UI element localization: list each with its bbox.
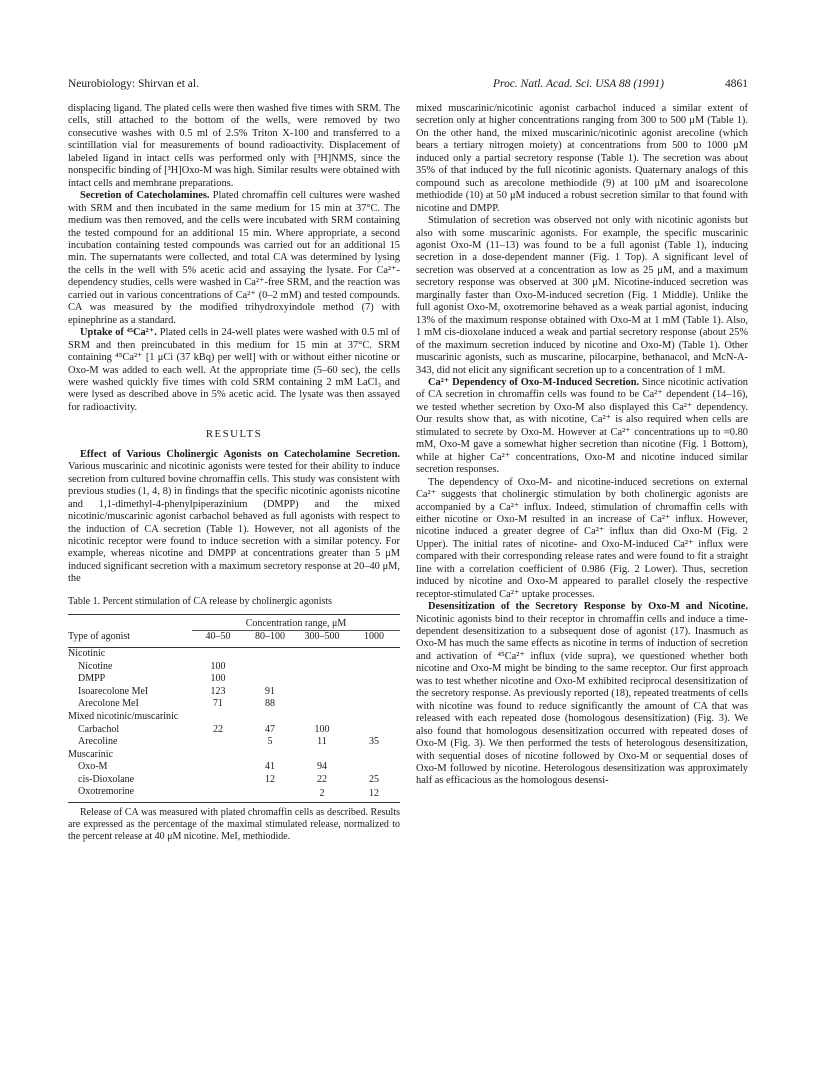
group-row — [68, 647, 400, 660]
table-row — [68, 774, 400, 787]
cell-value: 2 — [319, 787, 325, 799]
cell-value: 12 — [265, 773, 275, 785]
page-header — [68, 78, 748, 94]
paragraph-heading: Secretion of Catecholamines. — [80, 190, 210, 202]
cell-value — [348, 661, 400, 674]
cell-value — [348, 673, 400, 686]
cell-value — [192, 761, 244, 774]
cell-value — [296, 661, 348, 674]
table-row — [68, 661, 400, 674]
column-header: 40–50 — [192, 631, 244, 648]
cell-value: 12 — [369, 787, 379, 799]
table-row — [68, 673, 400, 686]
right-column — [416, 103, 748, 788]
paragraph: Stimulation of secretion was observed not only with nicotinic agonists but also with some muscarinic agonists. For example, the specific muscarinic agonist Oxo-M (11–13) was found to be a full agonist (Table 1), inducing secretion in a dose-dependent manner (Fig. 1 Top). A significant level of secretion was observed at a concentration as low as 25 μM, and a maximum secretory response was observed at 300 μM. Nicotine-induced secretion was marginally faster than Oxo-M-induced secretion (Fig. 1 Middle). Unlike the full agonist Oxo-M, oxotremorine behaved as a weak partial agonist, inducing 13% of the maximum response obtained with Oxo-M at 1 mM (Table 1). Also, 1 mM cis-dioxolane induced a weak and partial secretory response (about 25% of the maximum secretion induced by nicotine and Oxo-M) (Table 1). Other muscarinic agonists, such as muscarine, pilocarpine, bethanacol, and McN-A-343, did not elicit any significant secretion up to a concentration of 1 mM. — [416, 215, 748, 376]
cell-value — [296, 698, 348, 711]
group-row — [68, 711, 400, 724]
cell-value: 25 — [369, 773, 379, 785]
cell-value — [244, 673, 296, 686]
agonist-name: DMPP — [78, 673, 106, 685]
paragraph-heading: Ca²⁺ Dependency of Oxo-M-Induced Secretion. — [428, 376, 640, 388]
group-label: Mixed nicotinic/muscarinic — [68, 710, 179, 722]
cell-value: 100 — [210, 673, 226, 685]
cell-value — [192, 774, 244, 787]
agonist-name: Arecoline — [78, 736, 118, 748]
cell-value — [296, 686, 348, 699]
table-row — [68, 724, 400, 737]
column-header: 1000 — [348, 631, 400, 648]
section-title: RESULTS — [205, 428, 263, 441]
cell-value — [348, 724, 400, 737]
cell-value: 100 — [210, 660, 226, 672]
cell-value: 22 — [317, 773, 327, 785]
concentration-header: Concentration range, μM — [245, 617, 347, 629]
paragraph-heading: Effect of Various Cholinergic Agonists on Catecholamine Secretion. — [80, 448, 400, 460]
paragraph — [68, 190, 400, 327]
table-footnote: Release of CA was measured with plated chromaffin cells as described. Results are expressed as the percentage of the maximal stimulated release, normalized to the percent release at 40 μM nicotine. MeI, methiodide. — [68, 807, 400, 843]
group-label: Nicotinic — [68, 647, 106, 659]
page-number: 4861 — [725, 78, 748, 90]
cell-value: 94 — [317, 761, 327, 773]
cell-value: 100 — [314, 723, 330, 735]
left-column — [68, 103, 400, 843]
paragraph-body: Nicotinic agonists bind to their receptor in chromaffin cells and induce a time-dependent desensitization to a subsequent dose of agonist (17). Inasmuch as Oxo-M has much the same effects as nicotine in terms of induction of secretion and activation of ⁴⁵Ca²⁺ influx (vide supra), we questioned whether both nicotine and Oxo-M might be binding to the same receptor. Our first approach was to test whether nicotine and Oxo-M exhibited reciprocal desensitization of the secretory response. As previously reported (18), repeated treatments of cells with nicotine was found to reduce significantly the amount of CA that was released with each repeated dose (homologous desensitization) (Fig. 3). We also found that homologous desensitization occurred with repeated doses of Oxo-M (Fig. 3). We then performed the tests of heterologous desensitization, with sequential doses of nicotine followed by Oxo-M or sequential doses of Oxo-M followed by nicotine. Heterologous desensitization was approximately half as efficacious as the homologous desensi- — [416, 613, 748, 787]
cell-value — [296, 673, 348, 686]
agonist-name: Oxo-M — [78, 761, 108, 773]
agonist-name: Isoarecolone MeI — [78, 685, 149, 697]
table-row — [68, 736, 400, 749]
agonist-name: Oxotremorine — [78, 786, 135, 798]
agonist-name: Arecolone MeI — [78, 698, 139, 710]
cell-value: 41 — [265, 761, 275, 773]
cell-value: 71 — [213, 698, 223, 710]
cell-value: 22 — [213, 723, 223, 735]
table-row — [68, 786, 400, 802]
paragraph-body: Since nicotinic activation of CA secretion in chromaffin cells was found to be Ca²⁺ dependent (14–16), we tested whether secretion by Oxo-M also displayed this Ca²⁺ dependency. Our results show that, as with nicotine, Ca²⁺ is also required when cells are stimulated to secrete by Oxo-M. However at Ca²⁺ concentrations up to ≈0.80 mM, Oxo-M gave a somewhat higher secretion than nicotine (Fig. 1 Bottom), while at higher Ca²⁺ concentrations, Oxo-M and nicotine induced similar secretion responses. — [416, 376, 748, 476]
cell-value: 47 — [265, 723, 275, 735]
paragraph: mixed muscarinic/nicotinic agonist carbachol induced a similar extent of secretion only at higher concentrations ranging from 300 to 500 μM (Table 1). On the other hand, the mixed muscarinic/nicotinic agonist arecoline (which bears a tertiary nitrogen moiety) at concentrations from 500 to 1000 μM induced only a partial secretory response (Table 1). The secretion was about 35% of that induced by the full nicotinic agonists. Quaternary analogs of this compound such as arecolone methiodide (9) at 100 μM and isoarecolone methiodide (10) at 50 μM induced a robust secretion similar to that found with nicotine and DMPP. — [416, 103, 748, 214]
cell-value — [348, 761, 400, 774]
journal-citation: Proc. Natl. Acad. Sci. USA 88 (1991) — [493, 78, 664, 90]
table-row — [68, 761, 400, 774]
agonist-name: Carbachol — [78, 723, 120, 735]
paragraph — [68, 327, 400, 414]
agonist-table — [68, 614, 400, 803]
table-row — [68, 686, 400, 699]
cell-value — [192, 736, 244, 749]
paragraph-heading: Desensitization of the Secretory Response by Oxo-M and Nicotine. — [428, 601, 748, 613]
paragraph — [68, 449, 400, 586]
cell-value — [244, 661, 296, 674]
cell-value: 35 — [369, 736, 379, 748]
group-label: Muscarinic — [68, 748, 113, 760]
agonist-name: Nicotine — [78, 660, 113, 672]
cell-value — [192, 786, 244, 802]
table-caption: Table 1. Percent stimulation of CA release by cholinergic agonists — [68, 595, 333, 607]
paragraph-body: Plated cells in 24-well plates were washed with 0.5 ml of SRM and then preincubated in this medium for 15 min at 37°C. SRM containing ⁴⁵Ca²⁺ [1 μCi (37 kBq) per well] with or without either nicotine or Oxo-M was added to each well. At the appropriate time (5–60 sec), the cells were washed quickly five times with cold SRM containing 2 mM LaCl₃ and were lysed as described above in 5% acetic acid. The lysate was then assayed for radioactivity. — [68, 327, 400, 413]
paragraph — [416, 377, 748, 477]
agonist-name: cis-Dioxolane — [78, 773, 135, 785]
cell-value: 11 — [317, 736, 327, 748]
paragraph: displacing ligand. The plated cells were then washed five times with SRM. The cells, still attached to the bottom of the wells, were removed by two consecutive washes with 0.5 ml of 2.5% Triton X-100 and transferred to a scintillation vial for measurements of bound radioactivity. Displacement of labeled ligand in intact cells was performed only with [³H]NMS, since the nonspecific binding of [³H]Oxo-M was high. Similar results were obtained with intact cells and membrane preparations. — [68, 103, 400, 189]
cell-value — [348, 686, 400, 699]
column-header: 300–500 — [296, 631, 348, 648]
paragraph-body: Plated chromaffin cell cultures were washed with SRM and then incubated in the same medium for 15 min at 37°C. The medium was then removed, and the cells were incubated with SRM containing the tested compound for an additional 15 min. Where appropriate, a second incubation containing tested compounds was carried out for an additional 15 min. The supernatants were collected, and total CA was determined by lysing the cells in the well with 5% acetic acid and assaying the lysate. For Ca²⁺-dependency studies, cells were washed in Ca²⁺-free SRM, and the reaction was carried out in various concentrations of Ca²⁺ (0–2 mM) and tested compounds. CA was measured by the modified trihydroxyindole method (7) with epinephrine as a standard. — [68, 190, 400, 326]
table-row — [68, 698, 400, 711]
cell-value: 123 — [210, 685, 226, 697]
paragraph: The dependency of Oxo-M- and nicotine-induced secretions on external Ca²⁺ suggests that cholinergic stimulation by both cholinergic agonists are accompanied by a Ca²⁺ influx. Indeed, stimulation of chromaffin cells with either nicotine or Oxo-M resulted in an increase of Ca²⁺ influx. However, nicotine induced a greater degree of Ca²⁺ influx than did Oxo-M (Fig. 2 Upper). The initial rates of nicotine- and Oxo-M-induced Ca²⁺ influx were compared with their corresponding release rates and were found to fit a straight line with a correlation coefficient of 0.986 (Fig. 2 Lower). Thus, secretion induced by nicotine and Oxo-M appeared to parallel closely the respective receptor-stimulated Ca²⁺ uptake processes. — [416, 476, 748, 600]
cell-value — [348, 698, 400, 711]
paragraph-body: Various muscarinic and nicotinic agonists were tested for their ability to induce secretion from cultured bovine chromaffin cells. This study was consistent with previous studies (1, 4, 8) in findings that the specific nicotinic agonists nicotine and 1,1-dimethyl-4-phenylpiperazinium (DMPP) and the mixed nicotinic/muscarinic agonist carbachol behaved as full agonists with respect to the induction of CA secretion (Table 1). However, not all agonists of the nicotinic receptor were found to induce secretion with a similar potency. For example, whereas nicotine and DMPP at concentrations greater than 5 μM induced significant secretion with a maximum secretory response at 20–40 μM, the — [68, 461, 400, 585]
cell-value: 88 — [265, 698, 275, 710]
cell-value: 91 — [265, 685, 275, 697]
type-header: Type of agonist — [68, 631, 131, 643]
column-header: 80–100 — [244, 631, 296, 648]
cell-value: 5 — [267, 736, 273, 748]
cell-value — [244, 786, 296, 802]
group-row — [68, 749, 400, 762]
running-head: Neurobiology: Shirvan et al. — [68, 78, 199, 90]
paragraph-heading: Uptake of ⁴⁵Ca²⁺. — [80, 327, 157, 339]
paragraph — [416, 601, 748, 788]
